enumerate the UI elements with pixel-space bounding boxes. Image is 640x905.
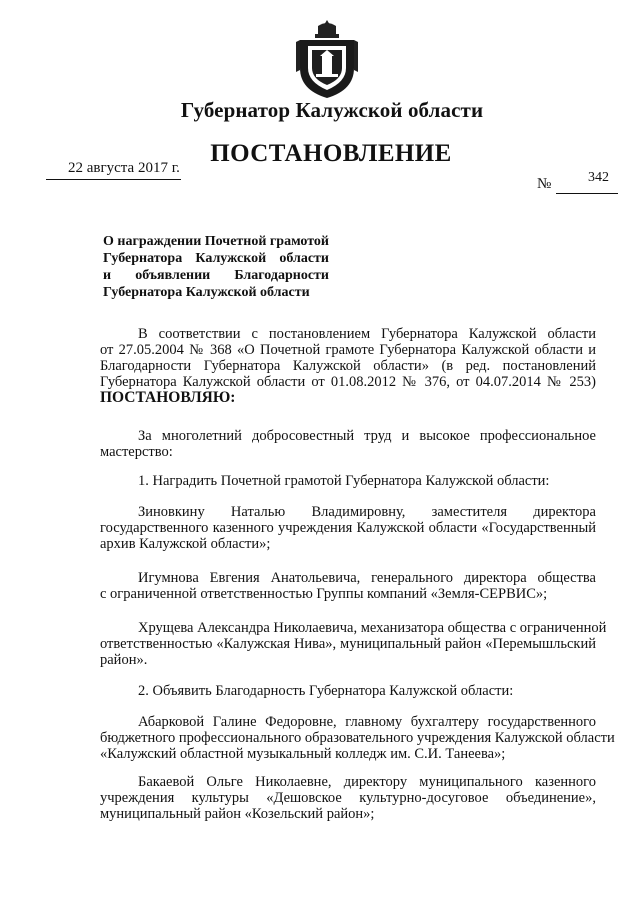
subject-line: О награждении Почетной грамотой (103, 234, 329, 249)
award-entry (100, 620, 607, 668)
text-line: учреждения культуры «Дешовское культурно-досуговое объединение», (100, 790, 596, 806)
text-line: Хрущева Александра Николаевича, механизатора общества с ограниченной (138, 620, 607, 636)
text-line: ответственностью «Калужская Нива», муниципальный район «Перемышльский (100, 636, 596, 652)
subject-line: Губернатора Калужской области (103, 285, 310, 300)
subject-line: и объявлении Благодарности (103, 268, 329, 283)
text-line: от 27.05.2004 № 368 «О Почетной грамоте Губернатора Калужской области и (100, 342, 596, 358)
subject-line: Губернатора Калужской области (103, 251, 329, 266)
text-line: район». (100, 652, 148, 668)
text-line: архив Калужской области»; (100, 536, 271, 552)
text-line: «Калужский областной музыкальный колледж им. С.И. Танеева»; (100, 746, 506, 762)
text-line: Бакаевой Ольге Николаевне, директору муниципального казенного (138, 774, 596, 790)
subject-block (103, 233, 329, 301)
award-entry (100, 504, 596, 552)
preamble-paragraph (100, 326, 596, 406)
reason-paragraph (100, 428, 596, 460)
text-line: 2. Объявить Благодарность Губернатора Калужской области: (138, 683, 514, 699)
thanks-entry (100, 714, 615, 762)
text-line: муниципальный район «Козельский район»; (100, 806, 375, 822)
text-line: Абарковой Галине Федоровне, главному бухгалтеру государственного (138, 714, 596, 730)
text-line: мастерство: (100, 444, 173, 460)
text-line: За многолетний добросовестный труд и высокое профессиональное (138, 428, 596, 444)
text-line: с ограниченной ответственностью Группы компаний «Земля-СЕРВИС»; (100, 586, 548, 602)
text-line: В соответствии с постановлением Губернатора Калужской области (138, 326, 596, 342)
resolve-word: ПОСТАНОВЛЯЮ: (100, 389, 236, 406)
award-entry (100, 570, 596, 602)
text-line: 1. Наградить Почетной грамотой Губернатора Калужской области: (138, 473, 550, 489)
text-line: государственного казенного учреждения Калужской области «Государственный (100, 520, 596, 536)
item-2-heading (100, 683, 596, 699)
text-line: Губернатора Калужской области от 01.08.2012 № 376, от 04.07.2014 № 253) (100, 374, 596, 390)
date-underline (46, 179, 181, 180)
document-number: 342 (588, 170, 609, 185)
number-underline (556, 193, 618, 194)
number-label: № (537, 176, 552, 192)
authority-title: Губернатор Калужской области (180, 98, 484, 122)
document-type-title: ПОСТАНОВЛЕНИЕ (210, 140, 452, 167)
text-line: Благодарности Губернатора Калужской области» (в ред. постановлений (100, 358, 596, 374)
text-line: Игумнова Евгения Анатольевича, генерального директора общества (138, 570, 596, 586)
text-line: бюджетного профессионального образовательного учреждения Калужской области (100, 730, 615, 746)
coat-of-arms-icon (294, 18, 360, 100)
thanks-entry (100, 774, 596, 822)
item-1-heading (100, 473, 596, 489)
text-line: Зиновкину Наталью Владимировну, заместителя директора (138, 504, 596, 520)
document-date: 22 августа 2017 г. (68, 160, 180, 176)
